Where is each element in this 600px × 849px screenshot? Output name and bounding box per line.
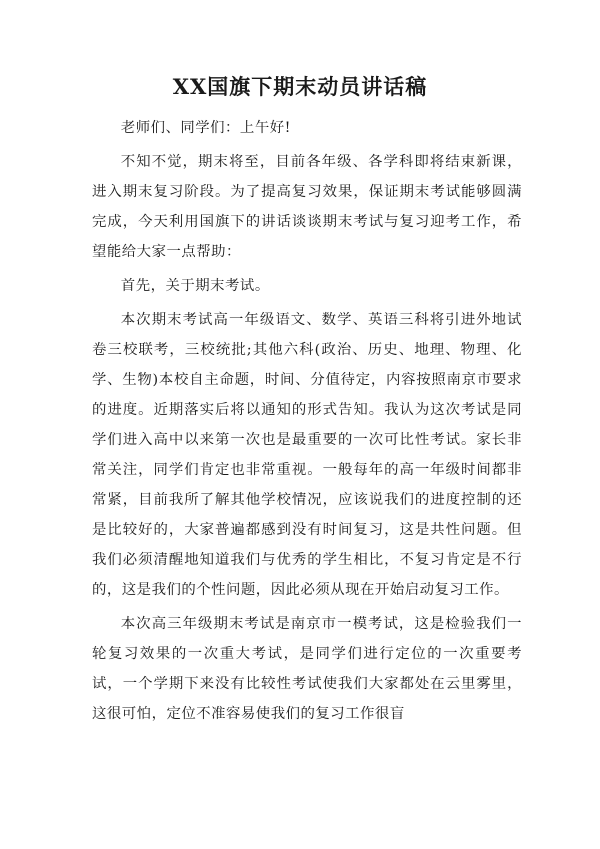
document-body — [92, 113, 522, 729]
senior-exam-paragraph: 本次高三年级期末考试是南京市一模考试，这是检验我们一轮复习效果的一次重大考试，是同学们进行定位的一次重要考试，一个学期下来没有比较性考试使我们大家都处在云里雾里，这很可怕，定位不准容易使我们的复习工作很盲 — [92, 616, 522, 722]
section-heading-paragraph: 首先，关于期末考试。 — [120, 278, 270, 294]
exam-details-paragraph: 本次期末考试高一年级语文、数学、英语三科将引进外地试卷三校联考，三校统批;其他六科(政治、历史、地理、物理、化学、生物)本校自主命题，时间、分值待定，内容按照南京市要求的进度。近期落实后将以通知的形式告知。我认为这次考试是同学们进入高中以来第一次也是最重要的一次可比性考试。家长非常关注，同学们肯定也非常重视。一般每年的高一年级时间都非常紧，目前我所了解其他学校情况，应该说我们的进度控制的还是比较好的，大家普遍都感到没有时间复习，这是共性问题。但我们必须清醒地知道我们与优秀的学生相比，不复习肯定是不行的，这是我们的个性问题，因此必须从现在开始启动复习工作。 — [92, 312, 522, 598]
document-title: XX国旗下期末动员讲话稿 — [172, 74, 428, 99]
greeting-paragraph: 老师们、同学们：上午好! — [120, 120, 291, 136]
intro-paragraph: 不知不觉，期末将至，目前各年级、各学科即将结束新课，进入期末复习阶段。为了提高复习效果，保证期末考试能够圆满完成，今天利用国旗下的讲话谈谈期末考试与复习迎考工作，希望能给大家一点帮助： — [92, 154, 522, 260]
